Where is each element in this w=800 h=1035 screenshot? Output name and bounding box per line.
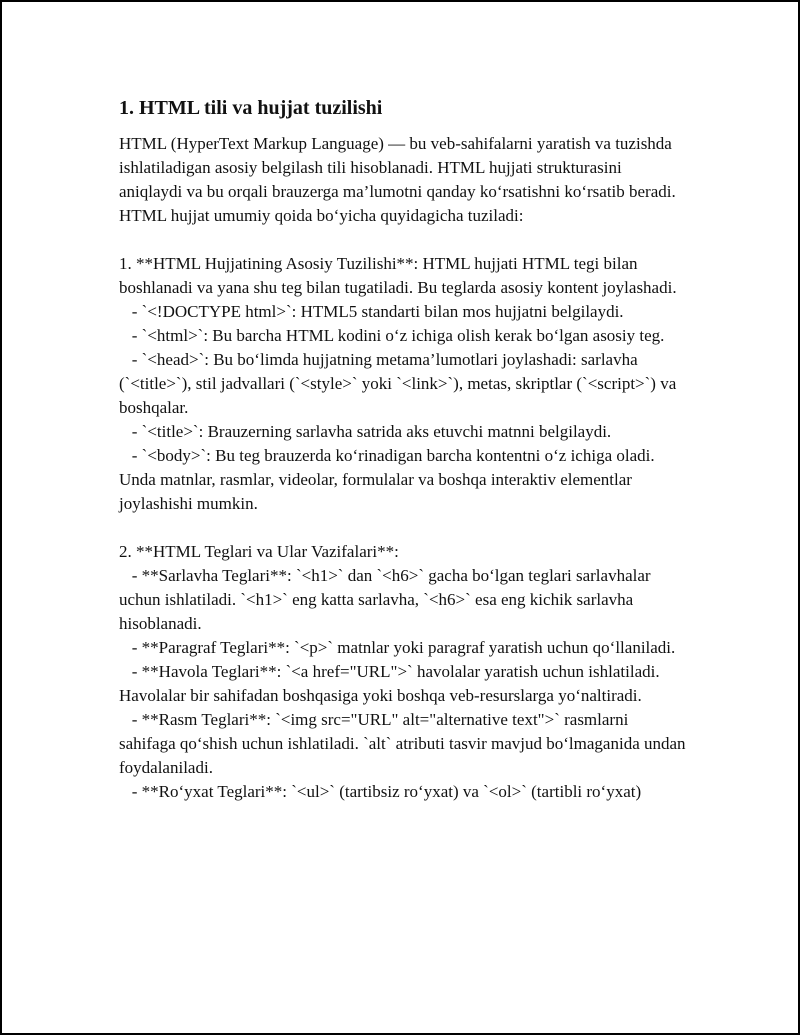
list-item bbox=[119, 780, 689, 804]
intro-paragraph: HTML (HyperText Markup Language) — bu veb-sahifalarni yaratish va tuzishda ishlatiladigan asosiy belgilash tili hisoblanadi. HTML hujjati strukturasini aniqlaydi va bu orqali brauzerga ma’lumotni qanday ko‘rsatishni ko‘rsatib beradi. HTML hujjat umumiy qoida bo‘yicha quyidagicha tuziladi: bbox=[119, 134, 676, 225]
list-item-text: - `<html>`: Bu barcha HTML kodini o‘z ichiga olish kerak bo‘lgan asosiy teg. bbox=[131, 326, 665, 345]
list-item bbox=[119, 300, 689, 324]
spacer bbox=[119, 228, 689, 252]
section1-title: 1. **HTML Hujjatining Asosiy Tuzilishi**: HTML hujjati HTML tegi bilan boshlanadi va yana shu teg bilan tugatiladi. Bu teglarda asosiy kontent joylashadi. bbox=[119, 254, 677, 297]
list-item-text: - `<title>`: Brauzerning sarlavha satrida aks etuvchi matnni belgilaydi. bbox=[131, 422, 612, 441]
list-item-text: - **Rasm Teglari**: `<img src="URL" alt="alternative text">` rasmlarni sahifaga qo‘shish uchun ishlatiladi. `alt` atributi tasvir mavjud bo‘lmaganida undan foydalaniladi. bbox=[119, 710, 686, 777]
list-item bbox=[119, 564, 689, 636]
list-item-text: - `<body>`: Bu teg brauzerda ko‘rinadigan barcha kontentni o‘z ichiga oladi. Unda matnlar, rasmlar, videolar, formulalar va boshqa interaktiv elementlar joylashishi mumkin. bbox=[119, 446, 655, 513]
list-item-text: - **Ro‘yxat Teglari**: `<ul>` (tartibsiz ro‘yxat) va `<ol>` (tartibli ro‘yxat) bbox=[131, 782, 642, 801]
list-item bbox=[119, 660, 689, 708]
list-item-text: - `<head>`: Bu bo‘limda hujjatning metama’lumotlari joylashadi: sarlavha (`<title>`), stil jadvallari (`<style>` yoki `<link>`), metas, skriptlar (`<script>`) va boshqalar. bbox=[119, 350, 677, 417]
spacer bbox=[119, 516, 689, 540]
list-item bbox=[119, 420, 689, 444]
list-item bbox=[119, 636, 689, 660]
list-item bbox=[119, 348, 689, 420]
list-item-text: - **Paragraf Teglari**: `<p>` matnlar yoki paragraf yaratish uchun qo‘llaniladi. bbox=[131, 638, 676, 657]
list-item-text: - **Sarlavha Teglari**: `<h1>` dan `<h6>` gacha bo‘lgan teglari sarlavhalar uchun ishlatiladi. `<h1>` eng katta sarlavha, `<h6>` esa eng kichik sarlavha hisoblanadi. bbox=[119, 566, 651, 633]
list-item-text: - `<!DOCTYPE html>`: HTML5 standarti bilan mos hujjatni belgilaydi. bbox=[131, 302, 624, 321]
section2-title: 2. **HTML Teglari va Ular Vazifalari**: bbox=[119, 542, 399, 561]
list-item bbox=[119, 708, 689, 780]
document-body bbox=[119, 94, 689, 804]
list-item bbox=[119, 444, 689, 516]
list-item-text: - **Havola Teglari**: `<a href="URL">` havolalar yaratish uchun ishlatiladi. Havolalar bir sahifadan boshqasiga yoki boshqa veb-resurslarga yo‘naltiradi. bbox=[119, 662, 660, 705]
list-item bbox=[119, 324, 689, 348]
page-title: 1. HTML tili va hujjat tuzilishi bbox=[119, 97, 383, 119]
